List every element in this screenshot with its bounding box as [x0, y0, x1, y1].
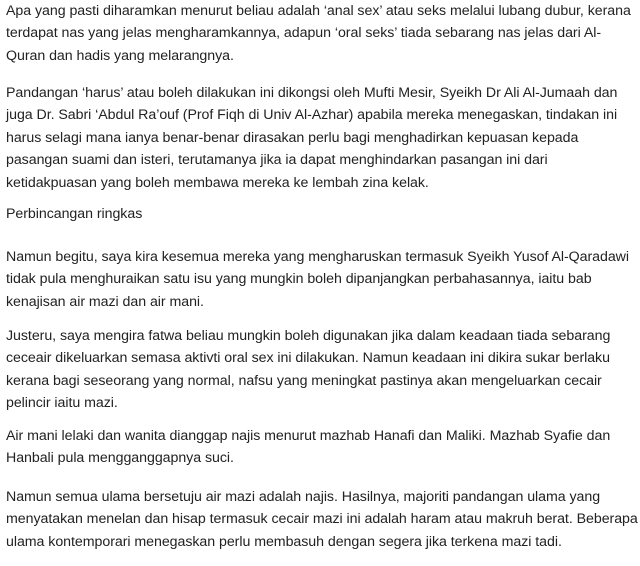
text-line: pasangan suami dan isteri, terutamanya jika ia dapat menghindarkan pasangan ini dari [6, 152, 548, 169]
text-line: kerana bagi seseorang yang normal, nafsu yang meningkat pastinya akan mengeluarkan cecair [6, 372, 602, 389]
text-line: Namun semua ulama bersetuju air mazi adalah najis. Hasilnya, majoriti pandangan ulama yang [6, 489, 601, 505]
text-line: Hanbali pula mengganggapnya suci. [6, 450, 234, 467]
text-line: ketidakpuasan yang boleh membawa mereka ke lembah zina kelak. [6, 174, 429, 191]
text-line: menyatakan menelan dan hisap termasuk cecair mazi ini adalah haram atau makruh berat. Beberapa [6, 511, 638, 528]
paragraph [6, 486, 638, 553]
text-line: Perbincangan ringkas [6, 206, 143, 222]
paragraph [6, 82, 617, 194]
text-line: ulama kontemporari menegaskan perlu membasuh dengan segera jika terkena mazi tadi. [6, 533, 562, 550]
text-line: harus selagi mana ianya benar-benar dirasakan perlu bagi menghadirkan kepuasan kepada [6, 129, 579, 146]
text-line: Justeru, saya mengira fatwa beliau mungkin boleh digunakan jika dalam keadaan tiada sebarang [6, 328, 611, 344]
text-line: juga Dr. Sabri ‘Abdul Ra’ouf (Prof Fiqh di Univ Al-Azhar) apabila mereka menegaskan, tindakan ini [6, 107, 618, 124]
text-line: Apa yang pasti diharamkan menurut beliau adalah ‘anal sex’ atau seks melalui lubang dubur, kerana [6, 3, 631, 19]
text-line: Quran dan hadis yang melarangnya. [6, 47, 234, 64]
text-line: ceceair dikeluarkan semasa aktivti oral sex ini dilakukan. Namun keadaan ini dikira sukar berlaku [6, 350, 610, 367]
text-line: tidak pula menghuraikan satu isu yang mungkin boleh dipanjangkan perbahasannya, iaitu bab [6, 271, 592, 288]
text-line: pelincir iaitu mazi. [6, 395, 118, 412]
paragraph [6, 325, 610, 415]
paragraph [6, 0, 631, 67]
paragraph [6, 246, 629, 313]
text-line: kenajisan air mazi dan air mani. [6, 293, 204, 310]
text-line: terdapat nas yang jelas mengharamkannya, adapun ‘oral seks’ tiada sebarang nas jelas dari Al- [6, 25, 602, 42]
text-line: Air mani lelaki dan wanita dianggap najis menurut mazhab Hanafi dan Maliki. Mazhab Syafie dan [6, 428, 611, 444]
text-line: Pandangan ‘harus’ atau boleh dilakukan ini dikongsi oleh Mufti Mesir, Syeikh Dr Ali Al-Jumaah dan [6, 85, 618, 101]
text-line: Namun begitu, saya kira kesemua mereka yang mengharuskan termasuk Syeikh Yusof Al-Qaradawi [6, 249, 629, 265]
paragraph [6, 425, 610, 470]
section-heading [6, 203, 142, 225]
